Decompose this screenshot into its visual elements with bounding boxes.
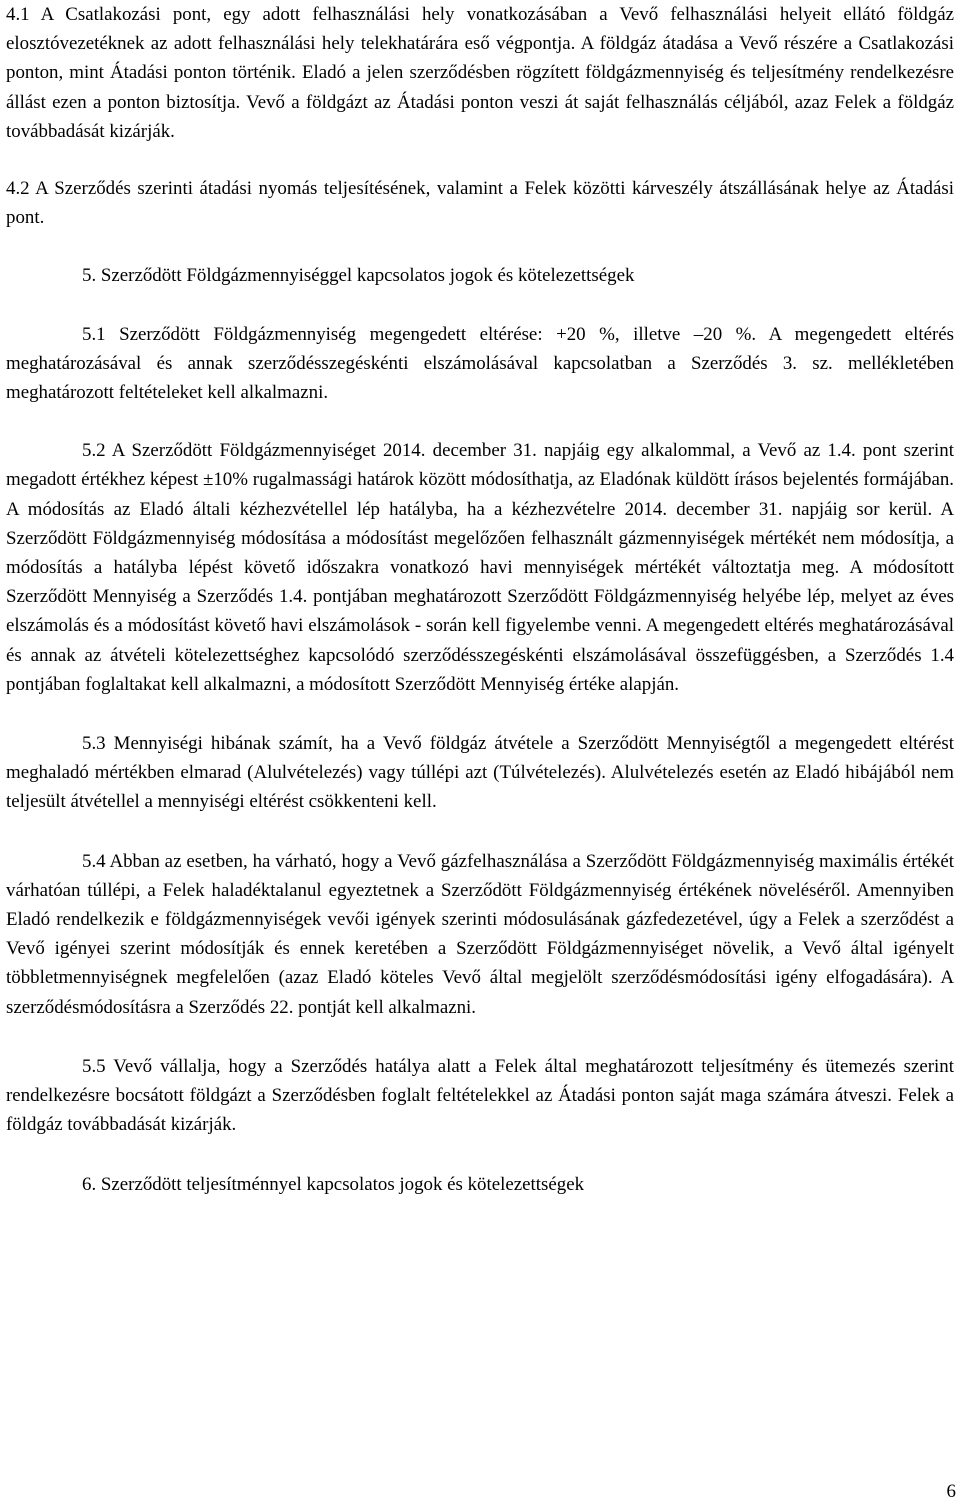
section-heading-6: 6. Szerződött teljesítménnyel kapcsolatos jogok és kötelezettségek: [82, 1173, 585, 1195]
paragraph-5-3: 5.3 Mennyiségi hibának számít, ha a Vevő földgáz átvétele a Szerződött Mennyiségtől a megengedett eltérést meghaladó mértékben elmarad (Alulvételezés) vagy túllépi azt (Túlvételezés). Alulvételezés esetén az Eladó hibájából nem teljesült átvétellel a mennyiségi eltérést csökkenteni kell.: [6, 733, 954, 813]
paragraph-5-1: 5.1 Szerződött Földgázmennyiség megengedett eltérése: +20 %, illetve –20 %. A megengedett eltérés meghatározásával és annak szerződésszegéskénti elszámolásával kapcsolatban a Szerződés 3. sz. mellékletében meghatározott feltételeket kell alkalmazni.: [6, 323, 954, 404]
paragraph-5-4: 5.4 Abban az esetben, ha várható, hogy a Vevő gázfelhasználása a Szerződött Földgázmennyiség maximális értékét várhatóan túllépi, a Felek haladéktalanul egyeztetnek a Szerződött Földgázmennyiség értékének növeléséről. Amennyiben Eladó rendelkezik e földgázmennyiségek vevői igények szerinti módosulásának gázfedezetével, úgy a Felek a szerződést a Vevő igényei szerint módosítják és ennek keretében a Szerződött Földgázmennyiséget növelik, a Vevő által igényelt többletmennyiségnek megfelelően (azaz Eladó köteles Vevő által megjelölt szerződésmódosítási igény elfogadására). A szerződésmódosításra a Szerződés 22. pontját kell alkalmazni.: [6, 850, 954, 1018]
document-page: [6, 0, 954, 1199]
paragraph-5-2: 5.2 A Szerződött Földgázmennyiséget 2014. december 31. napjáig egy alkalommal, a Vevő az 1.4. pont szerint megadott értékhez képest ±10% rugalmassági határok között módosíthatja, az Eladónak küldött írásos bejelentés formájában. A módosítás az Eladó általi kézhezvétellel lép hatályba, ha a kézhezvételre 2014. december 31. napjáig sor kerül. A Szerződött Földgázmennyiség módosítása a módosítást megelőzően felhasznált gázmennyiségek mértékét nem módosítja, a módosítás a hatályba lépést követő időszakra vonatkozó havi mennyiségek mértékét változtatja meg. A módosított Szerződött Mennyiség a Szerződés 1.4. pontjában meghatározott Szerződött Földgázmennyiség helyébe lép, melyet az éves elszámolás és a módosítást követő havi elszámolások - során kell figyelembe venni. A megengedett eltérés meghatározásával és annak az átvételi kötelezettséghez kapcsolódó szerződésszegéskénti elszámolásával összefüggésben, a Szerződés 1.4 pontjában foglaltakat kell alkalmazni, a módosított Szerződött Mennyiség értéke alapján.: [6, 440, 954, 695]
paragraph-4-2: 4.2 A Szerződés szerinti átadási nyomás teljesítésének, valamint a Felek közötti kárveszély átszállásának helye az Átadási pont.: [6, 178, 954, 229]
page-number: 6: [946, 1481, 956, 1502]
paragraph-5-5: 5.5 Vevő vállalja, hogy a Szerződés hatálya alatt a Felek által meghatározott teljesítmény és ütemezés szerint rendelkezésre bocsátott földgázt a Szerződésben foglalt feltételekkel az Átadási ponton saját maga számára átveszi. Felek a földgáz továbbadását kizárják.: [6, 1055, 954, 1136]
paragraph-4-1: 4.1 A Csatlakozási pont, egy adott felhasználási hely vonatkozásában a Vevő felhasználási helyeit ellátó földgáz elosztóvezetéknek az adott felhasználási hely telekhatárára eső végpontja. A földgáz átadása a Vevő részére a Csatlakozási ponton, mint Átadási ponton történik. Eladó a jelen szerződésben rögzített földgázmennyiség és teljesítmény rendelkezésre állást ezen a ponton biztosítja. Vevő a földgázt az Átadási ponton veszi át saját felhasználás céljából, azaz Felek a földgáz továbbadását kizárják.: [6, 4, 954, 142]
section-heading-5: 5. Szerződött Földgázmennyiséggel kapcsolatos jogok és kötelezettségek: [82, 265, 635, 287]
